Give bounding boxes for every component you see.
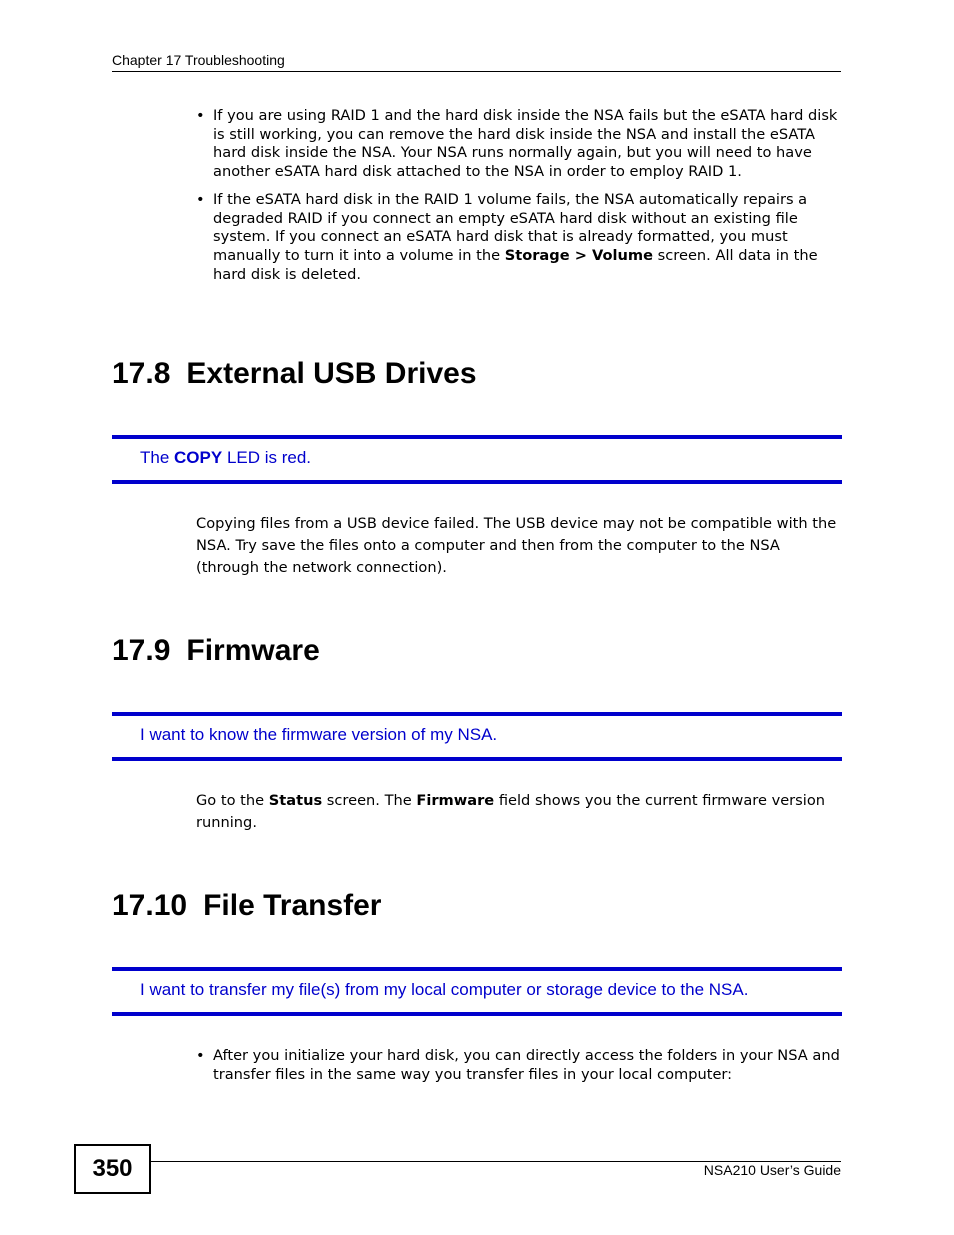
section-title: Firmware bbox=[186, 634, 320, 667]
bullet-symbol: • bbox=[196, 107, 205, 124]
intro-bullet-list bbox=[196, 107, 841, 293]
answer-paragraph bbox=[196, 790, 841, 834]
bullet-text: If the eSATA hard disk in the RAID 1 volume fails, the NSA automatically repairs a degraded RAID if you connect an empty eSATA hard disk without an existing file system. If you connect an eSATA hard disk that is already formatted, you must manually to turn it into a volume in the bbox=[213, 190, 808, 264]
list-item bbox=[196, 107, 841, 182]
menu-path: Storage > Volume bbox=[504, 246, 654, 264]
problem-box bbox=[112, 435, 842, 484]
list-item bbox=[196, 191, 841, 285]
led-name: COPY bbox=[174, 448, 223, 467]
header-rule bbox=[112, 71, 841, 72]
page-number: 350 bbox=[74, 1144, 151, 1194]
answer-text: Go to the bbox=[196, 792, 269, 809]
problem-box bbox=[112, 967, 842, 1016]
bullet-text: screen. All data in the hard disk is deleted. bbox=[213, 246, 818, 283]
section-title: External USB Drives bbox=[186, 357, 477, 390]
problem-statement: I want to transfer my file(s) from my local computer or storage device to the NSA. bbox=[140, 980, 749, 999]
answer-bullet-list bbox=[196, 1047, 841, 1093]
section-number: 17.9 bbox=[112, 634, 171, 667]
problem-box bbox=[112, 712, 842, 761]
field-name: Firmware bbox=[416, 792, 495, 809]
running-header: Chapter 17 Troubleshooting bbox=[112, 52, 285, 68]
section-number: 17.10 bbox=[112, 889, 188, 922]
section-heading-17-9 bbox=[112, 634, 320, 668]
bullet-text: If you are using RAID 1 and the hard disk inside the NSA fails but the eSATA hard disk is still working, you can remove the hard disk inside the NSA and install the eSATA hard disk inside the NSA. Your NSA runs normally again, but you will need to have another eSATA hard disk attached to the NSA in order to employ RAID 1. bbox=[213, 107, 838, 181]
guide-title: NSA210 User’s Guide bbox=[703, 1162, 841, 1178]
problem-statement: I want to know the firmware version of my NSA. bbox=[140, 725, 498, 744]
screen-name: Status bbox=[268, 792, 323, 809]
problem-text: LED is red. bbox=[222, 448, 312, 467]
section-title: File Transfer bbox=[203, 889, 382, 922]
section-heading-17-8 bbox=[112, 357, 477, 391]
bullet-text: After you initialize your hard disk, you can directly access the folders in your NSA and transfer files in the same way you transfer files in your local computer: bbox=[213, 1047, 840, 1083]
answer-text: field shows you the current firmware version running. bbox=[196, 792, 826, 831]
problem-text: The bbox=[140, 448, 175, 467]
answer-text: screen. The bbox=[322, 792, 417, 809]
section-number: 17.8 bbox=[112, 357, 171, 390]
bullet-symbol: • bbox=[196, 190, 205, 208]
list-item bbox=[196, 1047, 841, 1084]
section-heading-17-10 bbox=[112, 889, 381, 923]
bullet-symbol: • bbox=[196, 1047, 205, 1064]
answer-paragraph: Copying files from a USB device failed. The USB device may not be compatible with the NSA. Try save the files onto a computer and then from the computer to the NSA (through the network connection). bbox=[196, 515, 837, 576]
problem-statement bbox=[140, 448, 311, 468]
